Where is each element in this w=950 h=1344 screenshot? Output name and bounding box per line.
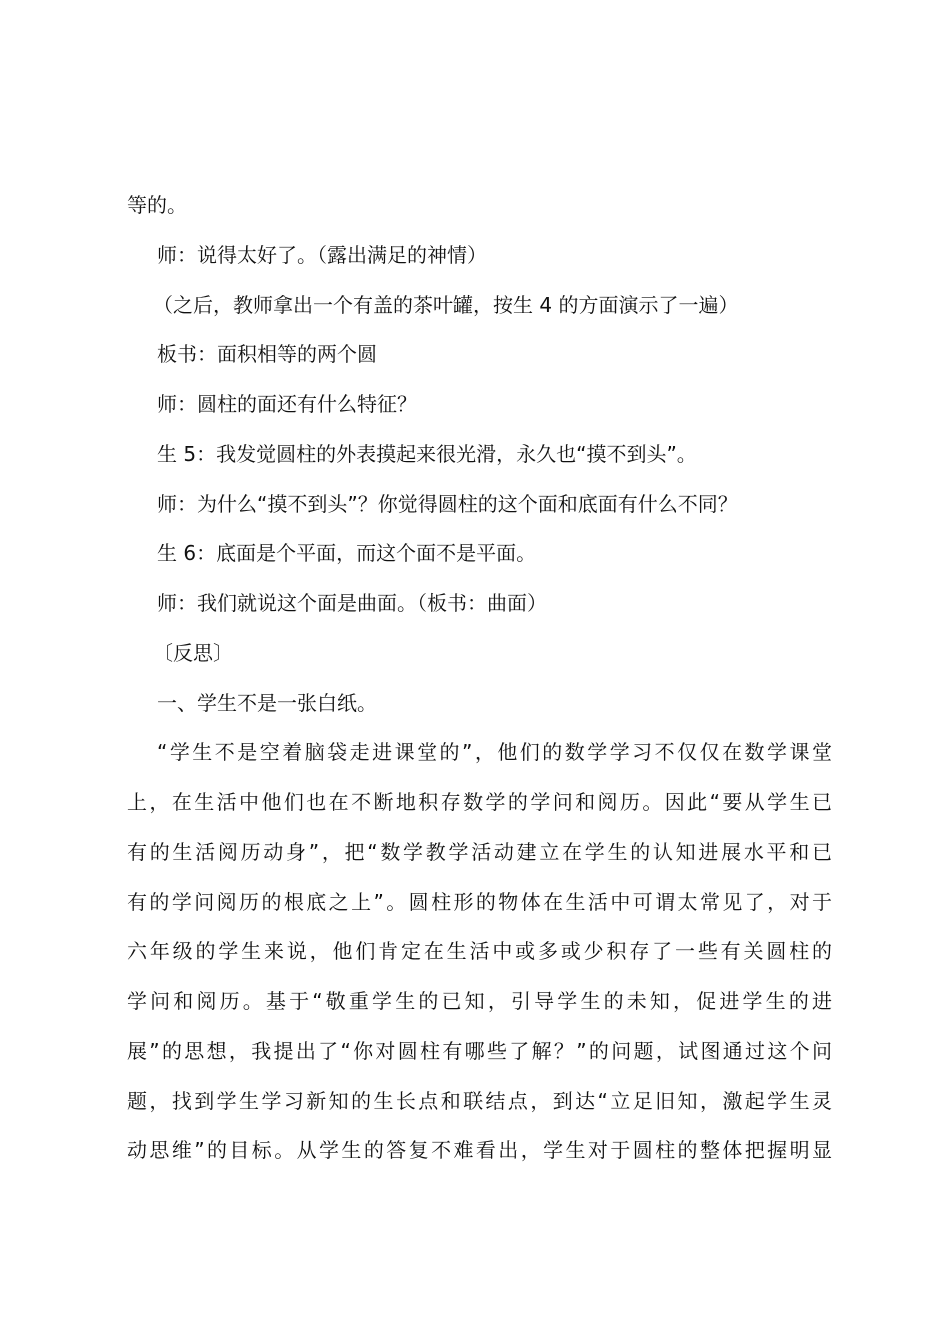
paragraph-line: 六年级的学生来说，他们肯定在生活中或多或少积存了一些有关圆柱的 — [127, 939, 832, 963]
dialogue-line-teacher: 师：为什么“摸不到头”？你觉得圆柱的这个面和底面有什么不同？ — [157, 492, 738, 516]
paragraph-line: 有的生活阅历动身”，把“数学教学活动建立在学生的认知进展水平和已 — [127, 840, 832, 864]
paragraph-line: 展”的思想，我提出了“你对圆柱有哪些了解？”的问题，试图通过这个问 — [127, 1039, 832, 1063]
paragraph-line: 题，找到学生学习新知的生长点和联结点，到达“立足旧知，激起学生灵 — [127, 1089, 832, 1113]
paragraph-line: 上，在生活中他们也在不断地积存数学的学问和阅历。因此“要从学生已 — [127, 790, 832, 814]
blackboard-note-line: 板书：面积相等的两个圆 — [157, 342, 377, 366]
section-heading-reflection: 〔反思〕 — [153, 641, 233, 665]
dialogue-line-teacher: 师：我们就说这个面是曲面。（板书：曲面） — [157, 591, 547, 615]
paragraph-line: 学问和阅历。基于“敬重学生的已知，引导学生的未知，促进学生的进 — [127, 989, 832, 1013]
dialogue-line-teacher: 师：说得太好了。（露出满足的神情） — [157, 243, 487, 267]
dialogue-line-teacher: 师：圆柱的面还有什么特征？ — [157, 392, 417, 416]
paragraph-line: “学生不是空着脑袋走进课堂的”，他们的数学学习不仅仅在数学课堂 — [157, 740, 832, 764]
text-line-continuation: 等的。 — [127, 193, 187, 217]
stage-direction-line: （之后，教师拿出一个有盖的茶叶罐，按生 4 的方面演示了一遍） — [153, 293, 739, 317]
paragraph-line: 有的学问阅历的根底之上”。圆柱形的物体在生活中可谓太常见了，对于 — [127, 890, 832, 914]
subsection-heading: 一、学生不是一张白纸。 — [157, 691, 377, 715]
dialogue-line-student: 生 5：我发觉圆柱的外表摸起来很光滑，永久也“摸不到头”。 — [157, 442, 697, 466]
dialogue-line-student: 生 6：底面是个平面，而这个面不是平面。 — [157, 541, 537, 565]
paragraph-line: 动思维”的目标。从学生的答复不难看出，学生对于圆柱的整体把握明显 — [127, 1138, 832, 1162]
